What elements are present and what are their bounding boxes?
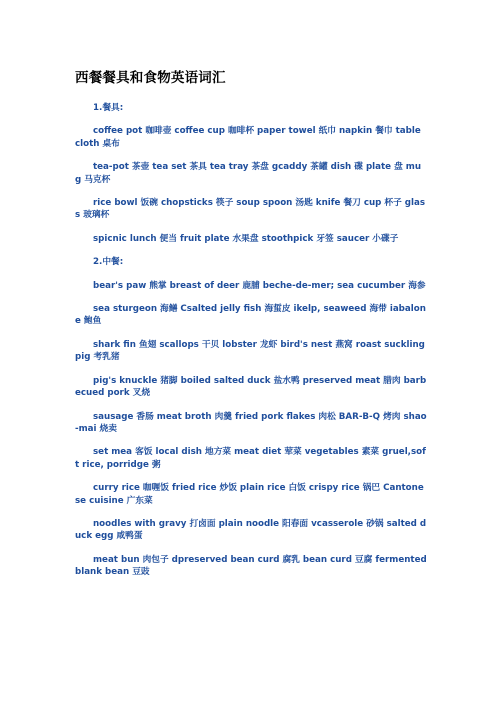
vocab-paragraph: shark fin 鱼翅 scallops 干贝 lobster 龙虾 bird's nest 燕窝 roast suckling pig 考乳猪 bbox=[75, 339, 425, 363]
vocab-paragraph: set mea 客饭 local dish 地方菜 meat diet 荤菜 vegetables 素菜 gruel,soft rice, porridge 粥 bbox=[75, 447, 426, 470]
vocab-paragraph: bear's paw 熊掌 breast of deer 鹿脯 beche-de-mer; sea cucumber 海参 bbox=[93, 280, 426, 291]
vocab-paragraph: tea-pot 茶壶 tea set 茶具 tea tray 茶盘 gcaddy 茶罐 dish 碟 plate 盘 mug 马克杯 bbox=[75, 162, 422, 185]
document-body bbox=[75, 102, 427, 590]
vocab-paragraph: noodles with gravy 打卤面 plain noodle 阳春面 vcasserole 砂锅 salted duck egg 咸鸭蛋 bbox=[75, 518, 427, 542]
vocab-paragraph: curry rice 咖喱饭 fried rice 炒饭 plain rice 白饭 crispy rice 锅巴 Cantonese cuisine 广东菜 bbox=[75, 483, 424, 506]
document-title: 西餐餐具和食物英语词汇 bbox=[75, 70, 226, 86]
vocab-paragraph: pig's knuckle 猪脚 boiled salted duck 盐水鸭 preserved meat 腊肉 barbecued pork 叉烧 bbox=[75, 375, 427, 399]
section-heading-chinese-food: 2.中餐: bbox=[93, 257, 124, 268]
vocab-paragraph: spicnic lunch 便当 fruit plate 水果盘 stoothpick 牙签 saucer 小碟子 bbox=[93, 233, 399, 244]
section-heading-tableware: 1.餐具: bbox=[93, 103, 124, 113]
vocab-paragraph: rice bowl 饭碗 chopsticks 筷子 soup spoon 汤匙 knife 餐刀 cup 杯子 glass 玻璃杯 bbox=[75, 198, 426, 221]
vocab-paragraph: meat bun 肉包子 dpreserved bean curd 腐乳 bean curd 豆腐 fermented blank bean 豆豉 bbox=[75, 554, 427, 578]
vocab-paragraph: sausage 香肠 meat broth 肉羹 fried pork flakes 肉松 BAR-B-Q 烤肉 shao-mai 烧卖 bbox=[75, 411, 427, 434]
vocab-paragraph: coffee pot 咖啡壶 coffee cup 咖啡杯 paper towel 纸巾 napkin 餐巾 table cloth 桌布 bbox=[75, 126, 421, 149]
vocab-paragraph: sea sturgeon 海鳝 Csalted jelly fish 海蜇皮 ikelp, seaweed 海带 iabalone 鲍鱼 bbox=[75, 304, 426, 327]
